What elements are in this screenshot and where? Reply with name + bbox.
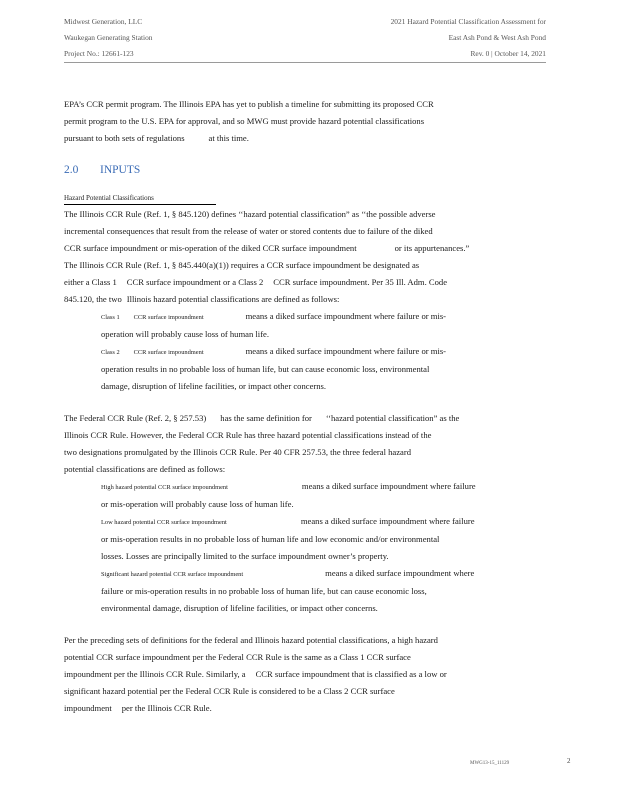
text-line: two designations promulgated by the Illinois CCR Rule. Per 40 CFR 257.53, the three federal hazard — [64, 447, 412, 457]
paragraph-federal — [64, 410, 534, 617]
text-line: The Federal CCR Rule (Ref. 2, § 257.53) has the same definition for ‘‘hazard potential classification” as the — [64, 413, 460, 423]
header-company: Midwest Generation, LLC — [64, 17, 143, 26]
text-line: The Illinois CCR Rule (Ref. 1, § 845.120) defines ‘‘hazard potential classification” as ‘‘the possible adverse — [64, 209, 436, 219]
subheading: Hazard Potential Classifications — [64, 192, 216, 205]
paragraph-illinois — [64, 206, 534, 395]
definition-term: CCR surface impoundment — [133, 314, 204, 321]
text-line: pursuant to both sets of regulations at this time. — [64, 133, 249, 143]
definition-term: Low hazard potential CCR surface impoundment — [101, 519, 227, 526]
section-number: 2.0 — [64, 164, 79, 176]
definition-low-hazard: Low hazard potential CCR surface impoundment means a diked surface impoundment where failure or mis-operation results in no probable loss of human life and low economic and/or environmental losses. Losses are principally limited to the surface impoundment owner’s property. — [101, 516, 475, 561]
header-report-title: 2021 Hazard Potential Classification Assessment for — [390, 17, 546, 26]
header-divider — [64, 62, 546, 63]
definition-term: CCR surface impoundment — [133, 349, 204, 356]
text-line: CCR surface impoundment or mis-operation of the diked CCR surface impoundment or its appurtenances.” — [64, 243, 470, 253]
definition-label: Class 2 — [101, 349, 120, 356]
definition-class-1: Class 1 CCR surface impoundment means a diked surface impoundment where failure or mis- operation will probably cause loss of human life. — [101, 311, 447, 339]
text-line: Illinois CCR Rule. However, the Federal CCR Rule has three hazard potential classifications instead of the — [64, 430, 432, 440]
text-line: impoundment per the Illinois CCR Rule. Similarly, a CCR surface impoundment that is classified as a low or — [64, 669, 447, 679]
page-number: 2 — [567, 757, 571, 765]
header-station: Waukegan Generating Station — [64, 33, 153, 42]
text-line: either a Class 1 CCR surface impoundment or a Class 2 CCR surface impoundment. Per 35 Ill. Adm. Code — [64, 277, 448, 287]
text-line: EPA’s CCR permit program. The Illinois EPA has yet to publish a timeline for submitting its proposed CCR — [64, 99, 434, 109]
document-code: MWG13-15_11129 — [470, 761, 510, 766]
definition-term: High hazard potential CCR surface impoundment — [101, 484, 228, 491]
section-title: INPUTS — [100, 164, 141, 176]
definition-significant-hazard: Significant hazard potential CCR surface impoundment means a diked surface impoundment where failure or mis-operation results in no probable loss of human life, but can cause economic loss, environmental damage, disruption of lifeline facilities, or impact other concerns. — [101, 568, 475, 613]
text-line: incremental consequences that result from the release of water or stored contents due to failure of the diked — [64, 226, 433, 236]
text-line: 845.120, the two Illinois hazard potential classifications are defined as follows: — [64, 294, 340, 304]
header-right — [391, 14, 546, 62]
definition-class-2: Class 2 CCR surface impoundment means a diked surface impoundment where failure or mis- operation results in no probable loss of human life, but can cause economic loss, environmental damage, disruption of lifeline facilities, or impact other concerns. — [101, 346, 447, 391]
text-line: Per the preceding sets of definitions for the federal and Illinois hazard potential classifications, a high hazard — [64, 635, 438, 645]
header-project: Project No.: 12661-123 — [64, 49, 134, 58]
text-line: impoundment per the Illinois CCR Rule. — [64, 703, 212, 713]
text-line: significant hazard potential per the Federal CCR Rule is considered to be a Class 2 CCR surface — [64, 686, 395, 696]
text-line: potential classifications are defined as follows: — [64, 464, 226, 474]
header-revision: Rev. 0 | October 14, 2021 — [470, 49, 546, 58]
paragraph-intro — [64, 96, 534, 147]
header-ponds: East Ash Pond & West Ash Pond — [448, 33, 546, 42]
definition-label: Class 1 — [101, 314, 120, 321]
text-line: The Illinois CCR Rule (Ref. 1, § 845.440(a)(1)) requires a CCR surface impoundment be designated as — [64, 260, 420, 270]
section-heading — [64, 164, 140, 176]
header-left — [64, 14, 152, 62]
definition-term: Significant hazard potential CCR surface impoundment — [101, 571, 244, 578]
text-line: permit program to the U.S. EPA for approval, and so MWG must provide hazard potential classifications — [64, 116, 425, 126]
text-line: potential CCR surface impoundment per the Federal CCR Rule is the same as a Class 1 CCR surface — [64, 652, 411, 662]
definition-high-hazard: High hazard potential CCR surface impoundment means a diked surface impoundment where failure or mis-operation will probably cause loss of human life. — [101, 481, 476, 509]
paragraph-conclusion — [64, 632, 534, 717]
